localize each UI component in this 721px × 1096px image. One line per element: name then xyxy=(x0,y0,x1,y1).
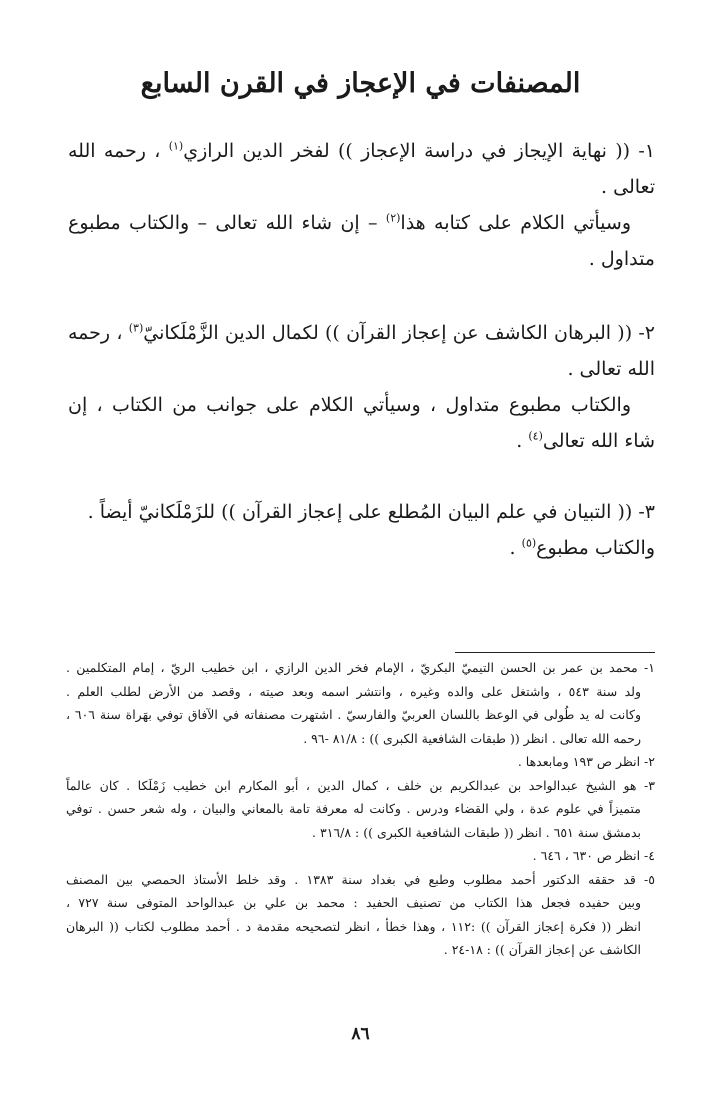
entry-1-line-4: متداول . xyxy=(588,248,655,270)
footnote-3-line-1: ٣- هو الشيخ عبدالواحد بن عبدالكريم بن خلف ، كمال الدين ، أبو المكارم ابن خطيب زَمْلَكا . كان عالماً xyxy=(66,777,655,793)
footnote-5-line-4: الكاشف عن إعجاز القرآن )) : ١٨-٢٤ . xyxy=(443,942,641,957)
footnote-1-line-3: وكانت له يد طُولى في الوعظ باللسان العربيّ والفارسيّ . اشتهرت مصنفاته في الآفاق توفي بهَراة سنة ٦٠٦ ، xyxy=(66,707,641,722)
entry-1-line-2: تعالى . xyxy=(601,176,655,198)
footnote-5-line-1: ٥- قد حققه الدكتور أحمد مطلوب وطبع في بغداد سنة ١٣٨٣ . وقد خلط الأستاذ الحمصي بين المصنف xyxy=(66,871,655,887)
entry-2-line-3: والكتاب مطبوع متداول ، وسيأتي الكلام على جوانب من الكتاب ، إن xyxy=(68,394,631,416)
entry-2-line-2: الله تعالى . xyxy=(567,358,655,380)
footnote-separator xyxy=(455,652,655,653)
entry-2-line-1: ٢- (( البرهان الكاشف عن إعجاز القرآن )) لكمال الدين الزَّمْلَكانيّ$^{(٣)}$ ، رحمه xyxy=(68,321,655,344)
page-number: ٨٦ xyxy=(351,1024,370,1044)
footnotes xyxy=(66,656,655,962)
entry-3-line-2: والكتاب مطبوع$^{(٥)}$ . xyxy=(509,536,655,559)
footnote-ref-3[interactable]: (٣) xyxy=(128,321,144,335)
footnote-5-line-3: انظر (( فكرة إعجاز القرآن )) :١١٢ ، وهذا خطأ ، انظر لتصحيحه مقدمة د . أحمد مطلوب لكتاب (( البرهان xyxy=(66,918,641,934)
footnote-5-line-2: وبين حفيده فجعل هذا الكتاب من تصنيف الحفيد : محمد بن علي بن عبدالواحد المتوفى سنة ٧٢٧ ، xyxy=(66,895,641,910)
footnote-ref-2[interactable]: (٢) xyxy=(385,211,401,225)
footnote-1-line-1: ١- محمد بن عمر بن الحسن التيميّ البكريّ ، الإمام فخر الدين الرازي ، ابن خطيب الريّ ، إمام المتكلمين . xyxy=(66,660,655,675)
entry-1 xyxy=(68,133,655,277)
footnote-3-line-2: متميزاً في علوم عدة ، ولي القضاء ودرس . وكانت له معرفة تامة بالمعاني والبيان ، وله شعر حسن . توفي xyxy=(66,801,641,816)
entry-2-line-4: شاء الله تعالى$^{(٤)}$ . xyxy=(516,429,655,452)
page-title: المصنفات في الإعجاز في القرن السابع xyxy=(140,68,581,99)
entry-3 xyxy=(68,494,655,566)
footnote-ref-1[interactable]: (١) xyxy=(168,139,184,153)
entry-1-line-3: وسيأتي الكلام على كتابه هذا$^{(٢)}$ – إن شاء الله تعالى – والكتاب مطبوع xyxy=(68,211,632,234)
footnote-1-line-4: رحمه الله تعالى . انظر (( طبقات الشافعية الكبرى )) : ٨١/٨ -٩٦ . xyxy=(303,730,641,746)
entry-3-line-1: ٣- (( التبيان في علم البيان المُطلع على إعجاز القرآن )) للزَمْلَكانيّ أيضاً . xyxy=(87,501,655,523)
footnote-ref-4[interactable]: (٤) xyxy=(528,429,543,443)
footnote-ref-5[interactable]: (٥) xyxy=(521,536,537,550)
footnote-3-line-3: بدمشق سنة ٦٥١ . انظر (( طبقات الشافعية الكبرى )) : ٣١٦/٨ . xyxy=(312,824,641,840)
footnote-2: ٢- انظر ص ١٩٣ ومابعدها . xyxy=(517,754,655,769)
footnote-4: ٤- انظر ص ٦٣٠ ، ٦٤٦ . xyxy=(532,848,655,863)
entry-2 xyxy=(68,315,655,459)
entry-1-line-1: ١- (( نهاية الإيجاز في دراسة الإعجاز )) لفخر الدين الرازي$^{(١)}$ ، رحمه الله xyxy=(68,139,655,162)
footnote-1-line-2: ولد سنة ٥٤٣ ، واشتغل على والده وغيره ، وانتشر اسمه وبعد صيته ، وقصد من الأرض لطلب العلم . xyxy=(66,683,641,699)
